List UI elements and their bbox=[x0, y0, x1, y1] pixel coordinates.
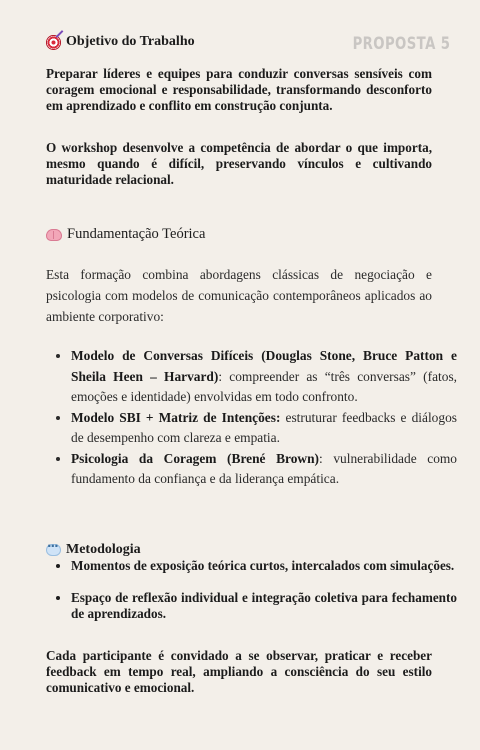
objetivo-title: Objetivo do Trabalho bbox=[66, 34, 195, 49]
list-item-text: : compreender as “três conversas” (fatos, emoções e identidade) envolvidas em todo confronto. bbox=[71, 368, 457, 404]
objetivo-paragraph-2: O workshop desenvolve a competência de abordar o que importa, mesmo quando é difícil, preservando vínculos e cultivando maturidade relacional. bbox=[46, 140, 432, 187]
brain-icon bbox=[46, 229, 62, 241]
list-item-title: Psicologia da Coragem (Brené Brown) bbox=[71, 450, 320, 466]
objetivo-paragraph-1: Preparar líderes e equipes para conduzir conversas sensíveis com coragem emocional e responsabilidade, transformando desconforto em aprendizado e conflito em construção conjunta. bbox=[46, 66, 432, 113]
list-item-text: estruturar feedbacks e diálogos de desempenho com clareza e empatia. bbox=[71, 409, 457, 445]
proposal-badge: PROPOSTA 5 bbox=[352, 34, 450, 54]
metodologia-title: Metodologia bbox=[66, 542, 141, 557]
list-item-text: : vulnerabilidade como fundamento da confiança e da liderança empática. bbox=[71, 450, 457, 486]
objetivo-heading bbox=[46, 34, 195, 50]
list-item-title: Modelo SBI + Matriz de Intenções: bbox=[71, 409, 281, 425]
speech-bubble-icon bbox=[46, 544, 61, 556]
metodologia-list bbox=[46, 558, 457, 621]
fundamentacao-list bbox=[46, 346, 457, 490]
list-item: • Espaço de reflexão individual e integração coletiva para fechamento de aprendizados. bbox=[71, 590, 457, 622]
target-icon bbox=[46, 35, 61, 50]
fundamentacao-title: Fundamentação Teórica bbox=[67, 226, 206, 242]
metodologia-heading bbox=[46, 542, 141, 558]
list-item-title: Modelo de Conversas Difíceis (Douglas Stone, Bruce Patton e Sheila Heen – Harvard) bbox=[71, 348, 457, 384]
list-item: • Momentos de exposição teórica curtos, intercalados com simulações. bbox=[71, 558, 457, 574]
fundamentacao-intro: Esta formação combina abordagens clássicas de negociação e psicologia com modelos de comunicação contemporâneos aplicados ao ambiente corporativo: bbox=[46, 267, 432, 324]
fundamentacao-heading bbox=[46, 226, 205, 243]
list-item bbox=[71, 346, 457, 408]
list-item bbox=[71, 449, 457, 490]
metodologia-closing: Cada participante é convidado a se observar, praticar e receber feedback em tempo real, ampliando a consciência do seu estilo comunicativo e emocional. bbox=[46, 648, 432, 695]
list-item bbox=[71, 408, 457, 449]
